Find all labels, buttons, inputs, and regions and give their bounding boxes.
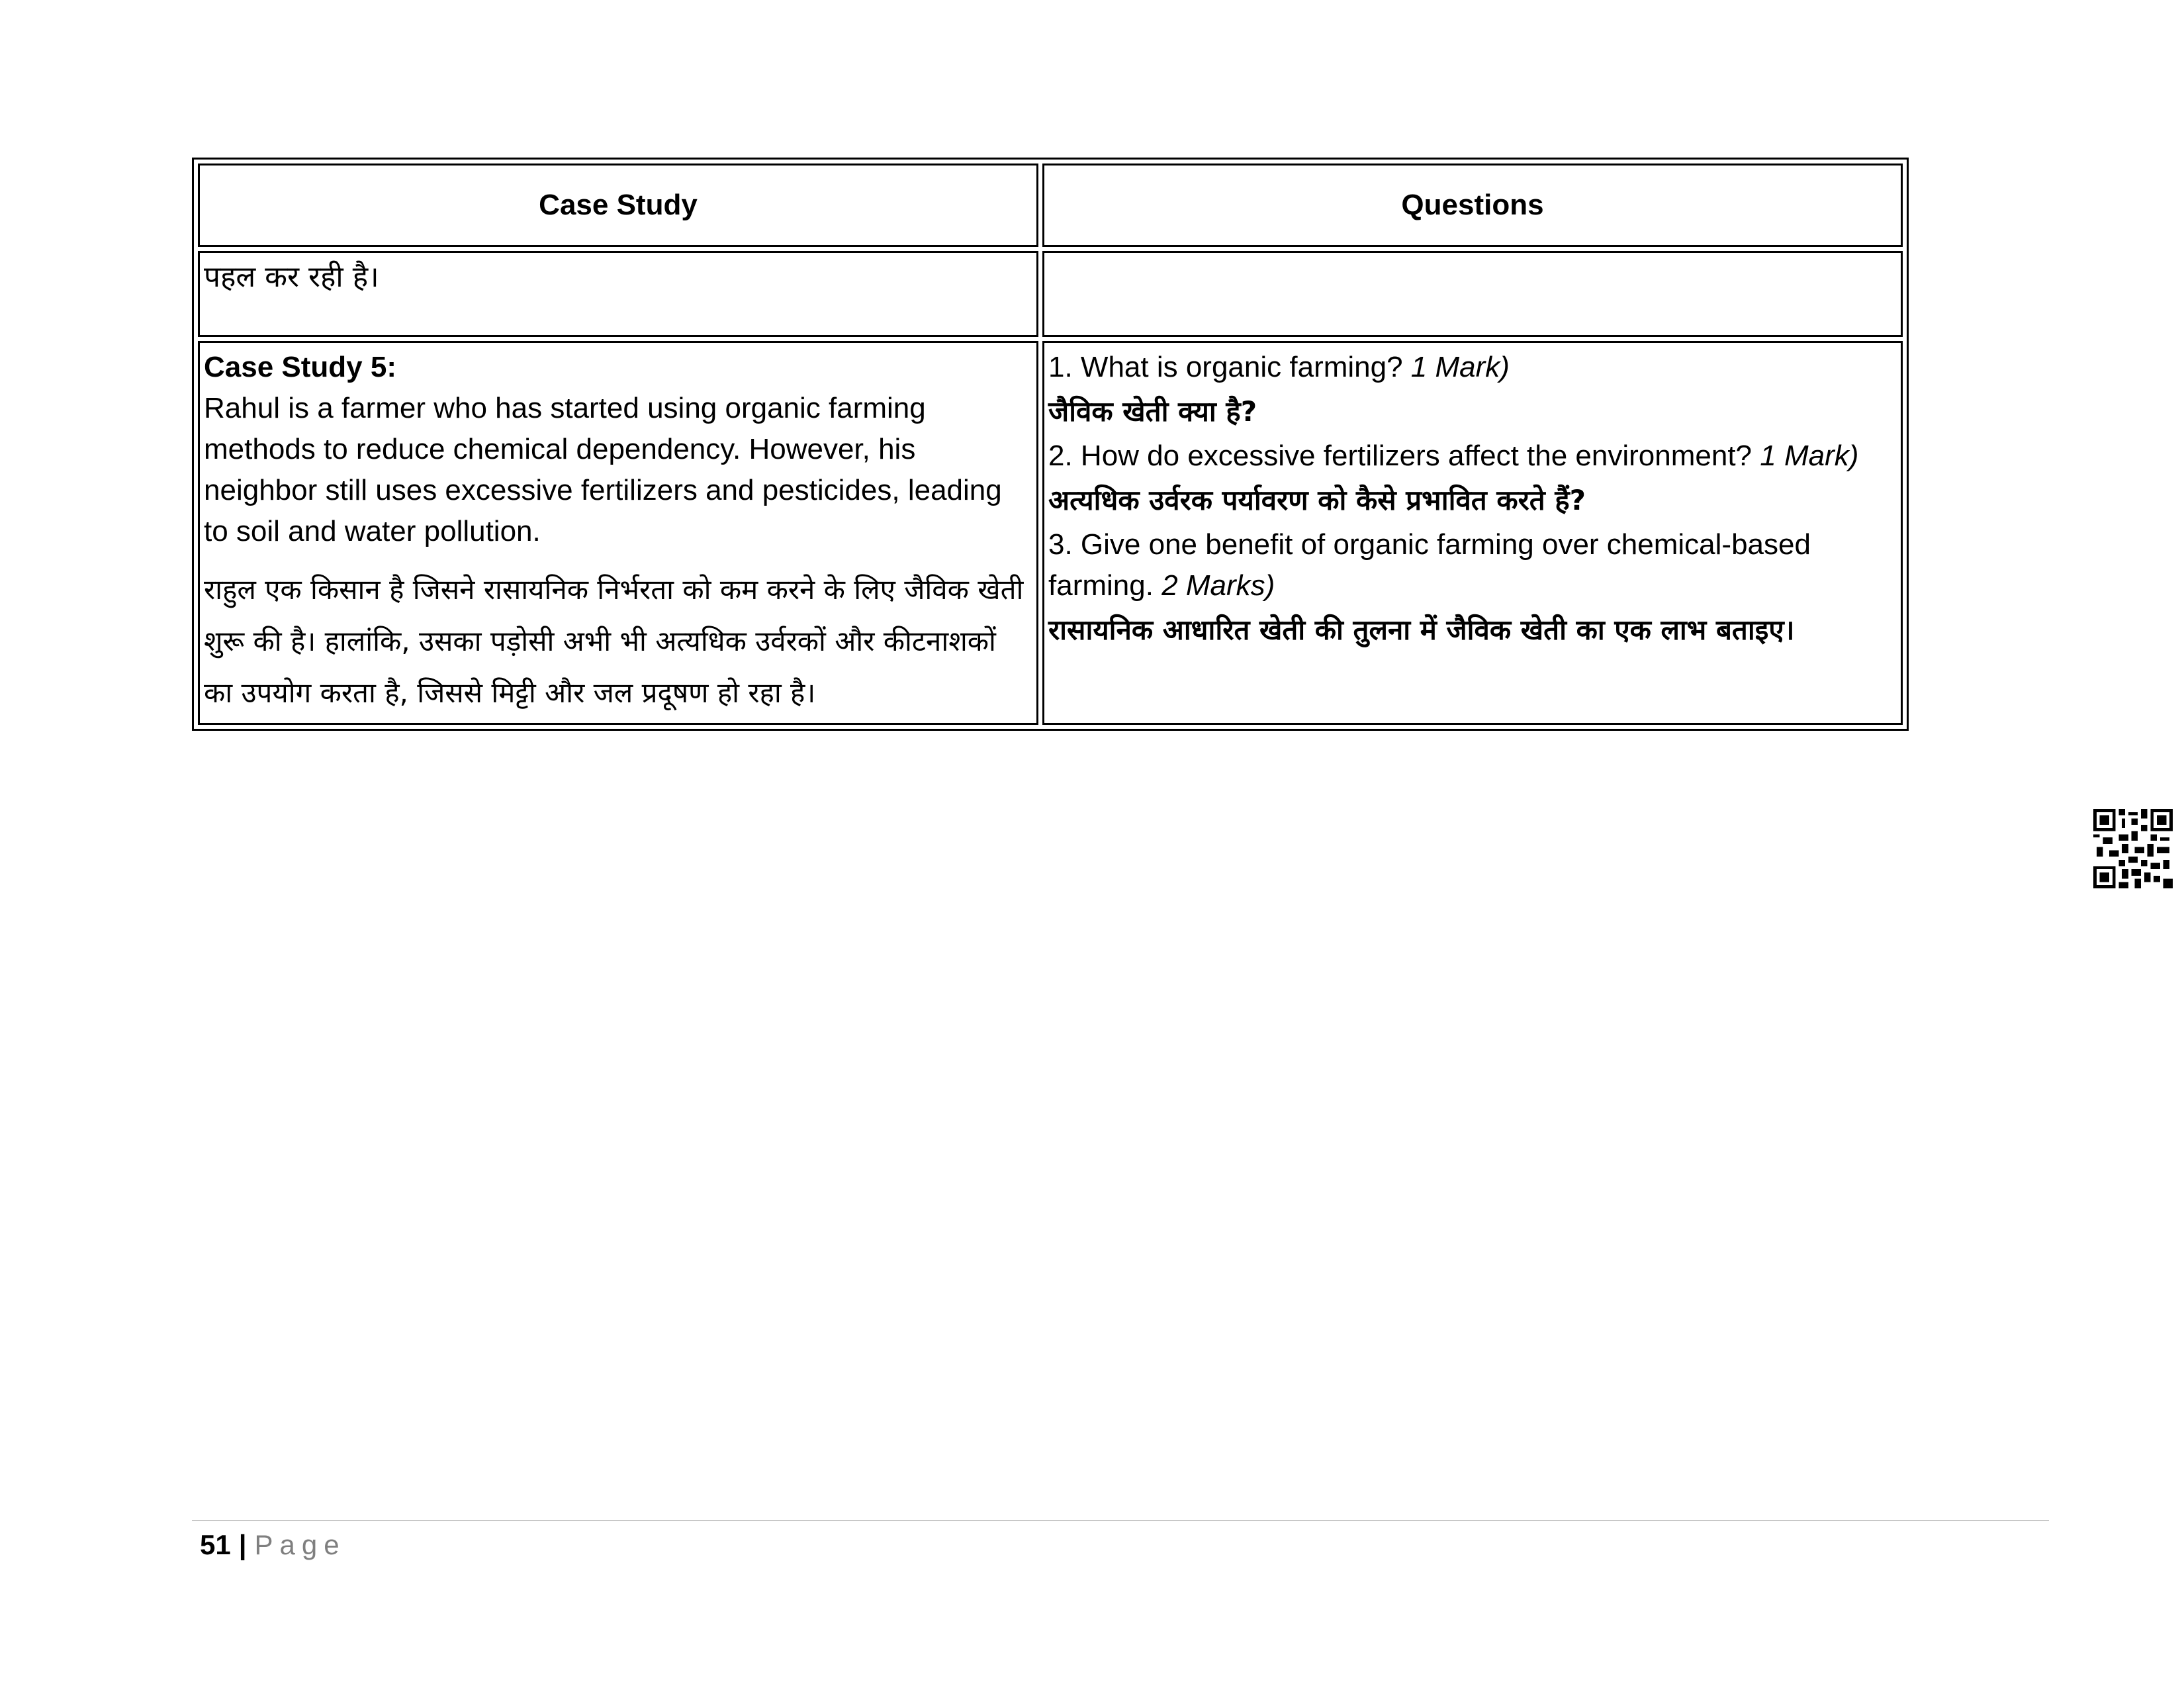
question-text: 3. Give one benefit of organic farming over chemical-based farming. (1048, 528, 1811, 602)
question-3 (1048, 524, 1897, 654)
questions-cell (1042, 341, 1903, 725)
page-footer (200, 1526, 346, 1564)
questions-cell-empty (1042, 251, 1903, 337)
qr-code-icon (2093, 809, 2173, 888)
question-marks: 1 Mark) (1760, 440, 1859, 472)
question-2 (1048, 436, 1897, 524)
question-hindi: अत्यधिक उर्वरक पर्यावरण को कैसे प्रभावित करते हैं? (1048, 484, 1586, 516)
table-row (198, 341, 1903, 725)
table-row (198, 251, 1903, 337)
question-hindi: जैविक खेती क्या है? (1048, 395, 1257, 428)
question-text: 2. How do excessive fertilizers affect the environment? (1048, 440, 1752, 472)
question-marks: 2 Marks) (1161, 569, 1275, 602)
table-header-row (198, 164, 1903, 247)
page-number: 51 (200, 1529, 231, 1560)
footer-separator: | (238, 1529, 247, 1560)
case-title: Case Study 5: (204, 351, 396, 383)
question-1 (1048, 347, 1897, 436)
case-text-english: Rahul is a farmer who has started using organic farming methods to reduce chemical dependency. However, his neighbor still uses excessive fertilizers and pesticides, leading to soil and water pollution. (204, 392, 1002, 547)
question-marks: 1 Mark) (1410, 351, 1510, 383)
footer-divider (192, 1520, 2049, 1521)
question-hindi: रासायनिक आधारित खेती की तुलना में जैविक खेती का एक लाभ बताइए। (1048, 614, 1795, 646)
case-cell-continued: पहल कर रही है। (198, 251, 1038, 337)
header-case-study: Case Study (198, 164, 1038, 247)
case-cell (198, 341, 1038, 725)
question-text: 1. What is organic farming? (1048, 351, 1403, 383)
case-study-table (192, 158, 1909, 731)
page-label: Page (254, 1529, 346, 1560)
header-questions: Questions (1042, 164, 1903, 247)
case-text-hindi: राहुल एक किसान है जिसने रासायनिक निर्भरता को कम करने के लिए जैविक खेती शुरू की है। हालांकि, उसका पड़ोसी अभी भी अत्यधिक उर्वरकों और कीटनाशकों का उपयोग करता है, जिससे मिट्टी और जल प्रदूषण हो रहा है। (204, 573, 1024, 709)
